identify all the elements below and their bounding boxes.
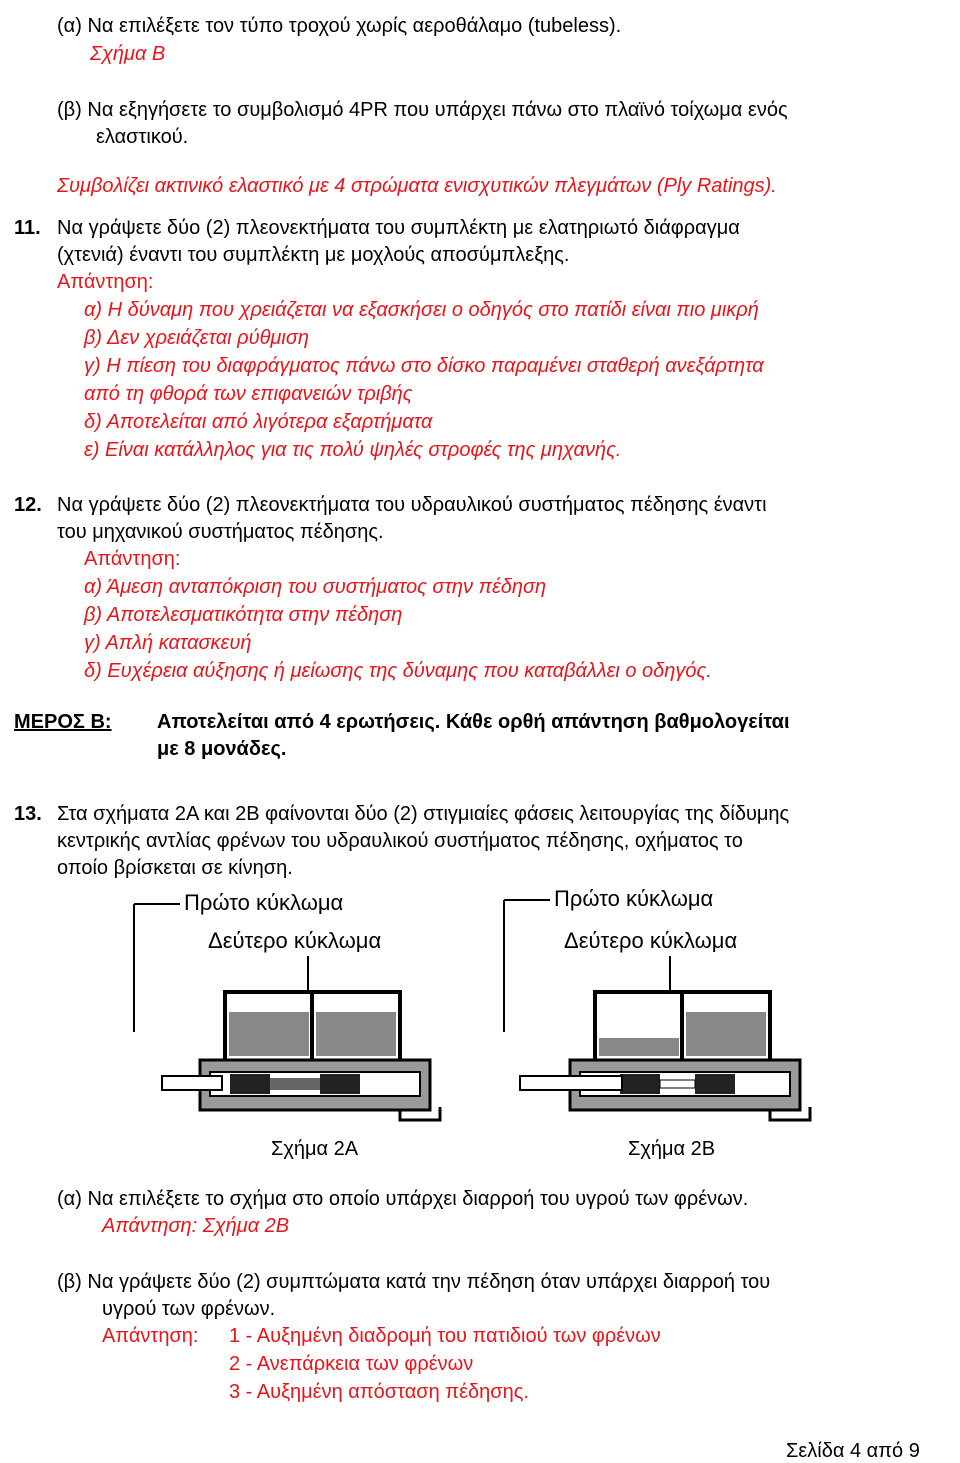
question-12-answer-3: γ) Απλή κατασκευή bbox=[84, 632, 252, 654]
figure-2b-fluid-left-low bbox=[599, 1038, 679, 1056]
figure-2a-piston-2 bbox=[320, 1074, 360, 1094]
question-13a-answer: Απάντηση: Σχήμα 2Β bbox=[102, 1215, 290, 1237]
question-12-text-cont: του μηχανικού συστήματος πέδησης. bbox=[57, 521, 384, 543]
question-b-text: (β) Να εξηγήσετε το συμβολισμό 4PR που υπάρχει πάνω στο πλαϊνό τοίχωμα ενός bbox=[57, 99, 788, 121]
figure-2b-piston-1 bbox=[620, 1074, 660, 1094]
question-11-text: Να γράψετε δύο (2) πλεονεκτήματα του συμπλέκτη με ελατηριωτό διάφραγμα bbox=[57, 217, 740, 239]
figure-2b-brake-master-cylinder bbox=[480, 882, 820, 1132]
figure-2a-fluid-right bbox=[316, 1012, 396, 1056]
figure-2a-push-rod bbox=[162, 1076, 222, 1090]
question-11-answer-4: δ) Αποτελείται από λιγότερα εξαρτήματα bbox=[84, 411, 433, 433]
question-b-answer: Συμβολίζει ακτινικό ελαστικό με 4 στρώματα ενισχυτικών πλεγμάτων (Ply Ratings). bbox=[57, 175, 777, 197]
figure-2a-piston-1 bbox=[230, 1074, 270, 1094]
question-13-text: Στα σχήματα 2Α και 2Β φαίνονται δύο (2) στιγμιαίες φάσεις λειτουργίας της δίδυμης bbox=[57, 803, 790, 825]
question-a-answer: Σχήμα Β bbox=[90, 43, 166, 65]
question-13b-answer-label: Απάντηση: bbox=[102, 1325, 199, 1347]
part-b-description: Αποτελείται από 4 ερωτήσεις. Κάθε ορθή απάντηση βαθμολογείται bbox=[157, 711, 790, 733]
question-12-answer-4: δ) Ευχέρεια αύξησης ή μείωσης της δύναμης που καταβάλλει ο οδηγός. bbox=[84, 660, 712, 682]
figure-2a-fluid-left bbox=[229, 1012, 309, 1056]
question-11-text-cont: (χτενιά) έναντι του συμπλέκτη με μοχλούς αποσύμπλεξης. bbox=[57, 244, 570, 266]
part-b-description-cont: με 8 μονάδες. bbox=[157, 738, 287, 760]
figure-2b-label-second-circuit: Δεύτερο κύκλωμα bbox=[564, 928, 738, 953]
figure-2b-piston-2 bbox=[695, 1074, 735, 1094]
figure-2b-label-first-circuit: Πρώτο κύκλωμα bbox=[554, 886, 714, 911]
figure-2a-label-first-circuit: Πρώτο κύκλωμα bbox=[184, 890, 344, 915]
figure-2b-fluid-right bbox=[686, 1012, 766, 1056]
figure-2a-caption: Σχήμα 2Α bbox=[271, 1138, 359, 1160]
question-13-text-cont: κεντρικής αντλίας φρένων του υδραυλικού συστήματος πέδησης, οχήματος το bbox=[57, 830, 743, 852]
figure-2a-brake-master-cylinder bbox=[110, 882, 450, 1132]
page-number: Σελίδα 4 από 9 bbox=[786, 1440, 920, 1462]
question-11-answer-5: ε) Είναι κατάλληλος για τις πολύ ψηλές στροφές της μηχανής. bbox=[84, 439, 622, 461]
question-12-answer-2: β) Αποτελεσματικότητα στην πέδηση bbox=[84, 604, 403, 626]
figure-2b-push-rod bbox=[520, 1076, 622, 1090]
part-b-label: ΜΕΡΟΣ Β: bbox=[14, 711, 112, 733]
question-13b-text: (β) Να γράψετε δύο (2) συμπτώματα κατά την πέδηση όταν υπάρχει διαρροή του bbox=[57, 1271, 771, 1293]
question-13b-text-cont: υγρού των φρένων. bbox=[102, 1298, 276, 1320]
question-13-text-cont2: οποίο βρίσκεται σε κίνηση. bbox=[57, 857, 293, 879]
figure-2b-empty-chamber bbox=[660, 1080, 695, 1088]
question-11-answer-3: γ) Η πίεση του διαφράγματος πάνω στο δίσκο παραμένει σταθερή ανεξάρτητα bbox=[84, 355, 764, 377]
question-13-number: 13. bbox=[14, 803, 42, 825]
question-11-answer-3-cont: από τη φθορά των επιφανειών τριβής bbox=[84, 383, 413, 405]
question-13b-answer-2: 2 - Ανεπάρκεια των φρένων bbox=[229, 1353, 474, 1375]
question-11-answer-2: β) Δεν χρειάζεται ρύθμιση bbox=[84, 327, 309, 349]
question-a-text: (α) Να επιλέξετε τον τύπο τροχού χωρίς αεροθάλαμο (tubeless). bbox=[57, 15, 622, 37]
question-12-number: 12. bbox=[14, 494, 42, 516]
figure-2b-caption: Σχήμα 2Β bbox=[628, 1138, 716, 1160]
question-13b-answer-1: 1 - Αυξημένη διαδρομή του πατιδιού των φρένων bbox=[229, 1325, 661, 1347]
question-11-answer-1: α) Η δύναμη που χρειάζεται να εξασκήσει ο οδηγός στο πατίδι είναι πιο μικρή bbox=[84, 299, 759, 321]
question-11-number: 11. bbox=[14, 217, 41, 239]
question-12-text: Να γράψετε δύο (2) πλεονεκτήματα του υδραυλικού συστήματος πέδησης έναντι bbox=[57, 494, 767, 516]
figure-2a-label-second-circuit: Δεύτερο κύκλωμα bbox=[208, 928, 382, 953]
question-13b-answer-3: 3 - Αυξημένη απόσταση πέδησης. bbox=[229, 1381, 529, 1403]
question-12-answer-label: Απάντηση: bbox=[84, 548, 181, 570]
question-12-answer-1: α) Άμεση ανταπόκριση του συστήματος στην πέδηση bbox=[84, 576, 547, 598]
question-11-answer-label: Απάντηση: bbox=[57, 271, 154, 293]
question-b-text-cont: ελαστικού. bbox=[96, 126, 189, 148]
figure-2a-fluid-chamber bbox=[270, 1078, 320, 1090]
question-13a-text: (α) Να επιλέξετε το σχήμα στο οποίο υπάρχει διαρροή του υγρού των φρένων. bbox=[57, 1188, 749, 1210]
